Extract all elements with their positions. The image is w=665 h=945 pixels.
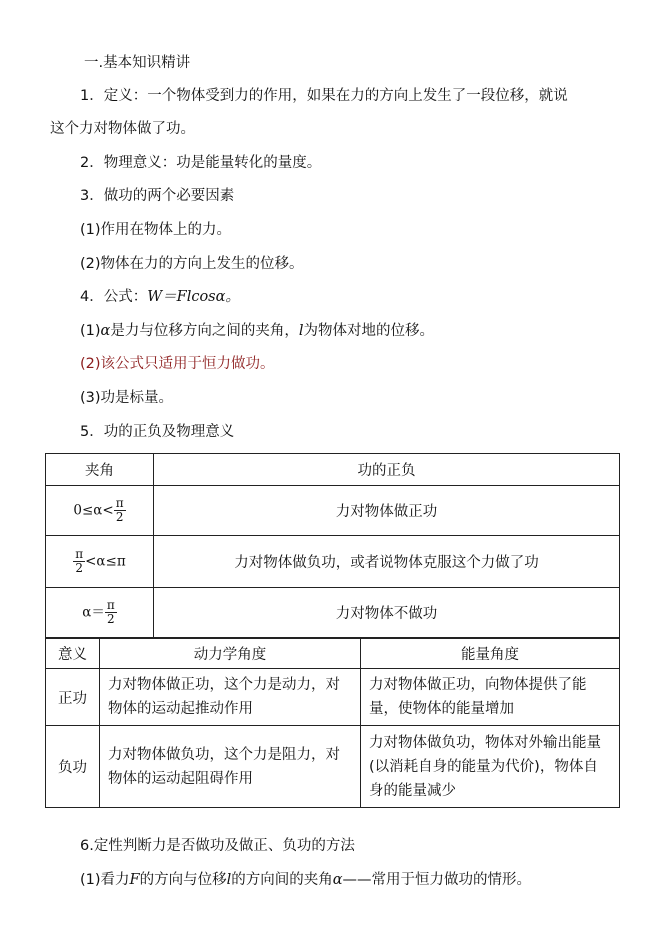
header-angle: 夹角 xyxy=(46,454,154,486)
condition-right-left: α＝ xyxy=(82,604,105,621)
work-sign-table xyxy=(45,453,620,638)
method-text-mid1: 的方向与位移 xyxy=(139,872,227,888)
frac-num: π xyxy=(115,496,124,510)
result-negative-work: 力对物体做负功，或者说物体克服这个力做了功 xyxy=(154,536,620,588)
formula-note-scalar: (3)功是标量。 xyxy=(80,390,174,406)
dynamics-negative-text: 力对物体做负功，这个力是阻力，对物体的运动起阻碍作用 xyxy=(108,746,340,787)
result-positive-work: 力对物体做正功 xyxy=(154,486,620,536)
l-symbol: l xyxy=(226,872,232,888)
paragraph-judgment-methods: 6.定性判断力是否做功及做正、负功的方法 xyxy=(80,838,355,854)
method-text-start: (1)看力 xyxy=(80,872,130,888)
condition-acute xyxy=(46,486,154,536)
formula-label: 4．公式： xyxy=(80,289,148,305)
factor-displacement: (2)物体在力的方向上发生的位移。 xyxy=(80,256,304,272)
header-meaning: 意义 xyxy=(46,639,100,669)
l-symbol: l xyxy=(298,323,304,339)
formula-expression: W＝Flcosα。 xyxy=(147,289,240,305)
condition-obtuse-right: <α≤π xyxy=(85,553,126,570)
frac-den: 2 xyxy=(115,510,124,524)
work-meaning-table xyxy=(45,638,620,808)
section-title: 一.基本知识精讲 xyxy=(84,55,191,71)
factor-force: (1)作用在物体上的力。 xyxy=(80,222,232,238)
result-no-work: 力对物体不做功 xyxy=(154,588,620,638)
header-dynamics: 动力学角度 xyxy=(100,639,361,669)
condition-right-angle xyxy=(46,588,154,638)
pi-over-2 xyxy=(114,497,126,524)
formula-note-constant-force: (2)该公式只适用于恒力做功。 xyxy=(80,356,275,372)
paragraph-necessary-factors: 3．做功的两个必要因素 xyxy=(80,188,235,204)
paragraph-physical-meaning: 2．物理意义：功是能量转化的量度。 xyxy=(80,155,322,171)
frac-den: 2 xyxy=(106,612,115,626)
energy-positive xyxy=(361,669,620,726)
alpha-symbol: α xyxy=(100,323,111,339)
dynamics-positive-text: 力对物体做正功，这个力是动力，对物体的运动起推动作用 xyxy=(108,677,340,717)
method-angle xyxy=(80,870,531,890)
method-text-mid2: 的方向间的夹角 xyxy=(231,872,333,888)
energy-negative xyxy=(361,726,620,808)
pi-over-2 xyxy=(105,599,117,626)
alpha-symbol: α xyxy=(332,872,343,888)
paragraph-definition-line2: 这个力对物体做了功。 xyxy=(50,121,195,137)
label-positive-work: 正功 xyxy=(46,669,100,726)
method-text-end: ——常用于恒力做功的情形。 xyxy=(342,872,532,888)
pi-over-2 xyxy=(73,548,85,575)
energy-positive-text: 力对物体做正功，向物体提供了能量，使物体的能量增加 xyxy=(369,677,587,717)
condition-obtuse xyxy=(46,536,154,588)
dynamics-negative xyxy=(100,726,361,808)
note-text-mid: 是力与位移方向之间的夹角， xyxy=(110,323,299,339)
energy-negative-text: 力对物体做负功，物体对外输出能量(以消耗自身的能量为代价)，物体自身的能量减少 xyxy=(369,734,601,799)
note-index: (1) xyxy=(80,323,101,339)
frac-num: π xyxy=(106,598,115,612)
paragraph-formula xyxy=(80,287,240,307)
dynamics-positive xyxy=(100,669,361,726)
paragraph-sign-of-work: 5．功的正负及物理意义 xyxy=(80,424,235,440)
frac-num: π xyxy=(75,547,84,561)
F-symbol: F xyxy=(129,872,140,888)
condition-acute-left: 0≤α< xyxy=(73,502,114,519)
paragraph-definition-line1: 1．定义：一个物体受到力的作用，如果在力的方向上发生了一段位移，就说 xyxy=(80,88,568,104)
frac-den: 2 xyxy=(75,561,83,575)
label-negative-work: 负功 xyxy=(46,726,100,808)
formula-note-angle xyxy=(80,321,434,341)
header-energy: 能量角度 xyxy=(361,639,620,669)
note-text-end: 为物体对地的位移。 xyxy=(303,323,434,339)
header-work-sign: 功的正负 xyxy=(154,454,620,486)
